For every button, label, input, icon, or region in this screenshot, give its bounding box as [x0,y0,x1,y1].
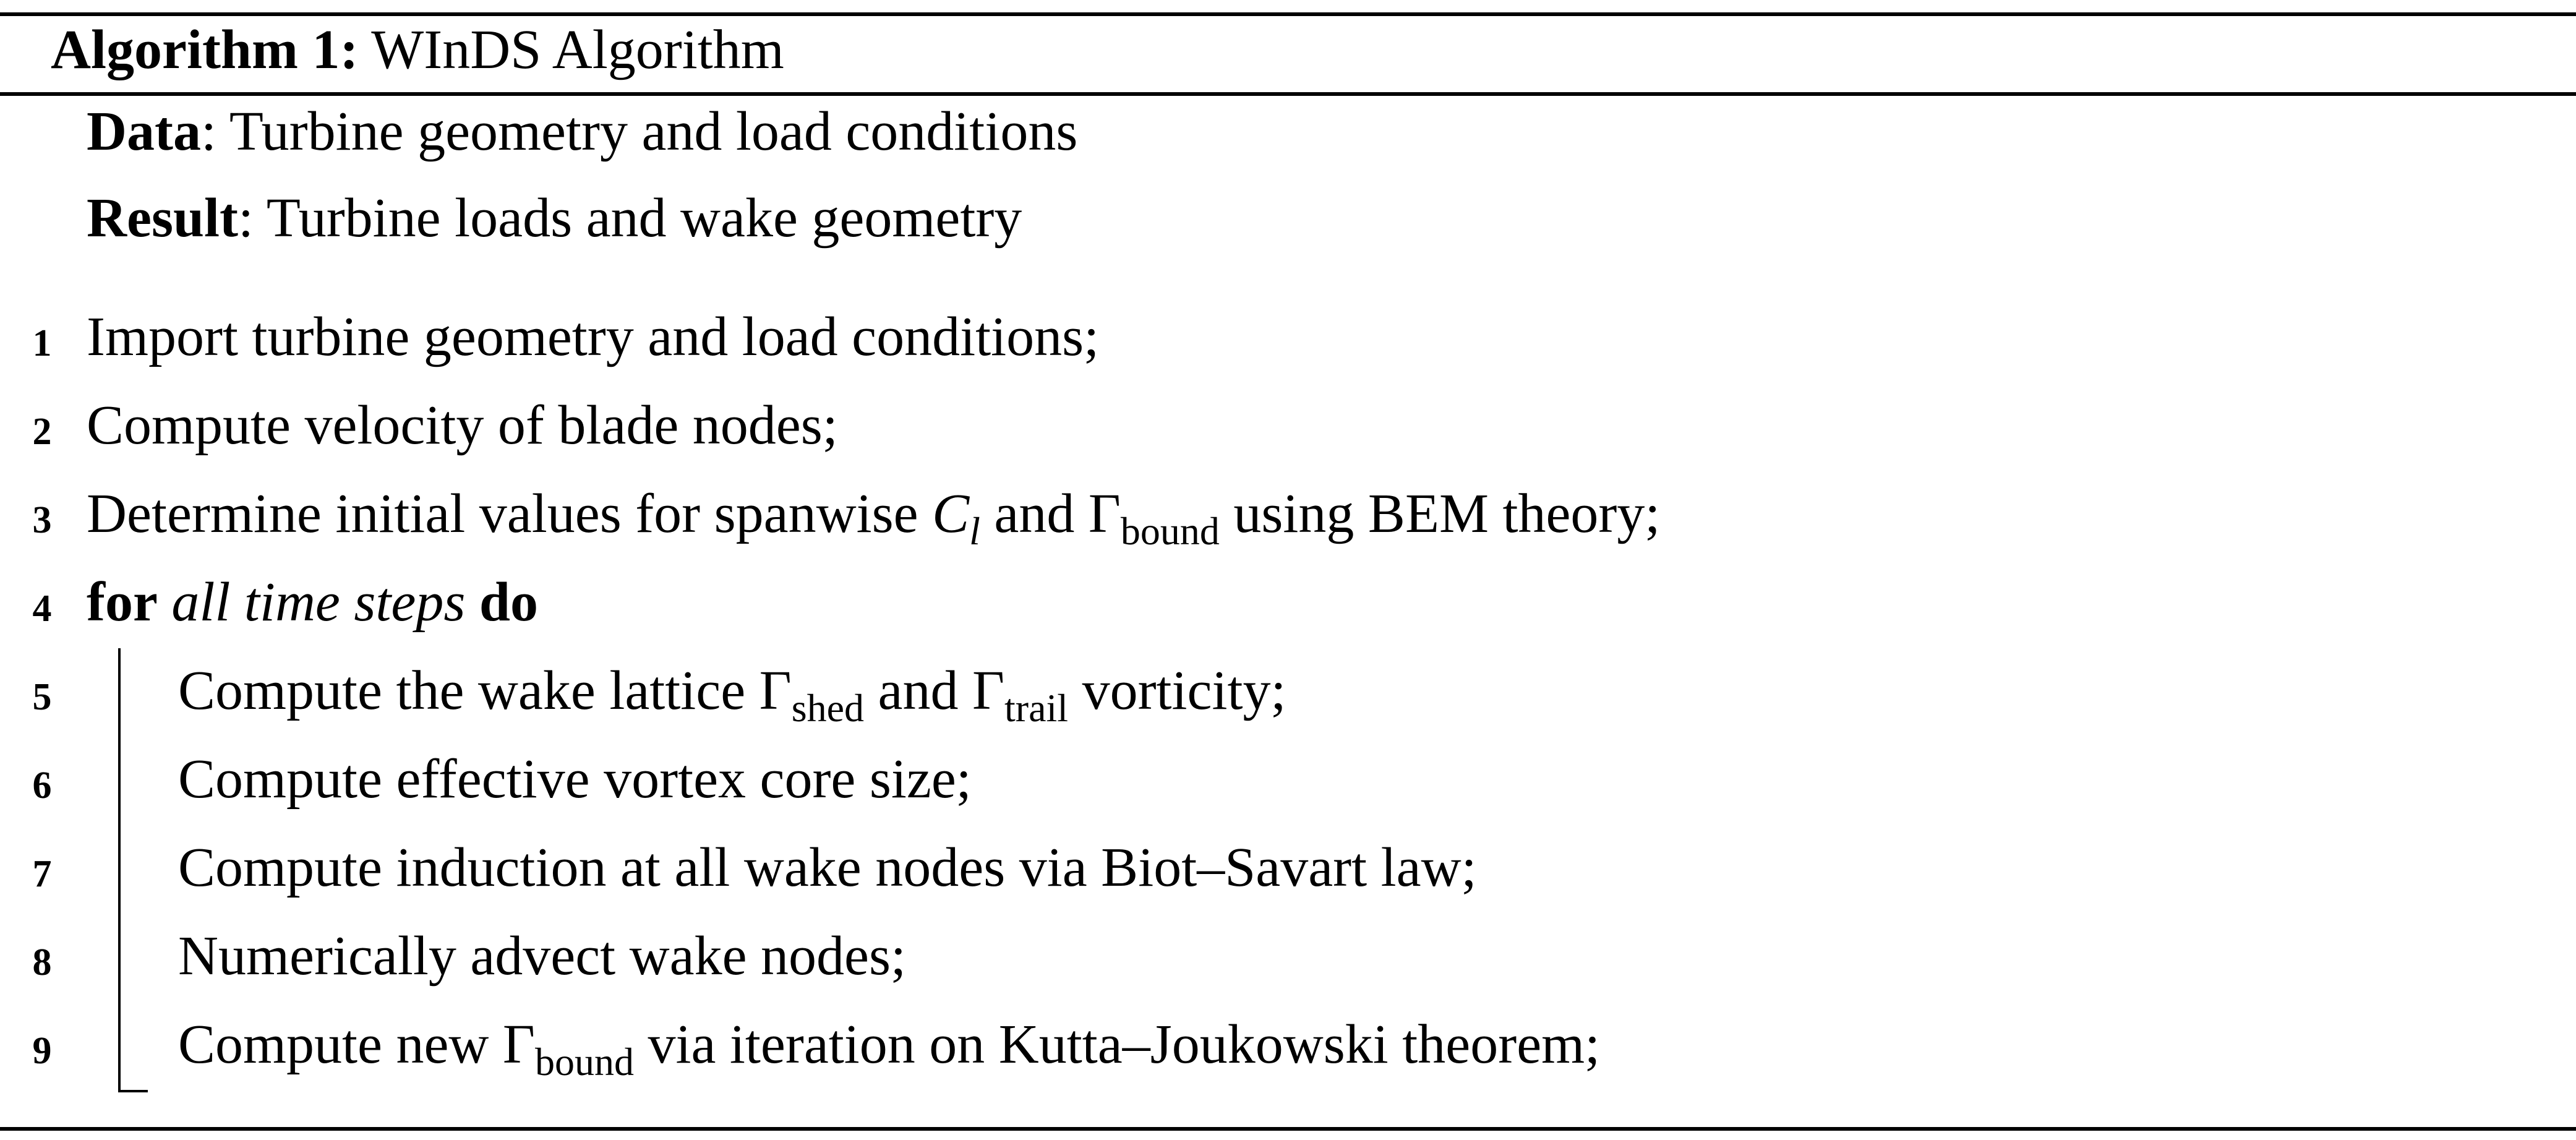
step-text: Compute velocity of blade nodes; [87,395,838,456]
step-text: Compute induction at all wake nodes via Biot–Savart law; [178,837,1477,898]
step-text: Compute effective vortex core size; [178,748,972,810]
result-key: Result [87,187,238,249]
keyword-do: do [479,572,538,633]
algorithm-name: WInDS Algorithm [371,19,784,80]
step-text: Import turbine geometry and load conditions; [87,306,1100,367]
line-number: 4 [32,588,52,630]
step-text: Numerically advect wake nodes; [178,925,907,987]
step-text: Compute the wake lattice $\Gamma_{shed}$ and $\Gamma_{trail}$ vorticity; [178,660,1286,730]
step-text: Determine initial values for spanwise $C_l$ and $\Gamma_{bound}$ using BEM theory; [87,483,1661,553]
line-number: 3 [32,499,52,541]
line-number: 9 [32,1030,52,1072]
math-var-c: C [932,483,970,544]
for-loop-header [87,572,538,633]
loop-condition: all time steps [171,572,466,633]
loop-bracket-foot [118,1090,148,1092]
data-line [87,101,1078,162]
top-rule [0,12,2576,16]
line-number: 5 [32,676,52,718]
line-number: 6 [32,765,52,807]
line-number: 8 [32,941,52,984]
keyword-for: for [87,572,158,633]
result-value: : Turbine loads and wake geometry [238,187,1022,249]
data-value: : Turbine geometry and load conditions [200,101,1078,162]
algorithm-title [51,19,784,80]
header-rule [0,92,2576,96]
data-key: Data [87,101,201,162]
bottom-rule [0,1127,2576,1131]
line-number: 7 [32,853,52,895]
step-text: Compute new $\Gamma_{bound}$ via iteration on Kutta–Joukowski theorem; [178,1014,1601,1084]
line-number: 2 [32,411,52,453]
loop-bracket-vertical [118,648,121,1092]
result-line [87,187,1022,249]
line-number: 1 [32,322,52,364]
algorithm-label: Algorithm 1: [51,19,359,80]
